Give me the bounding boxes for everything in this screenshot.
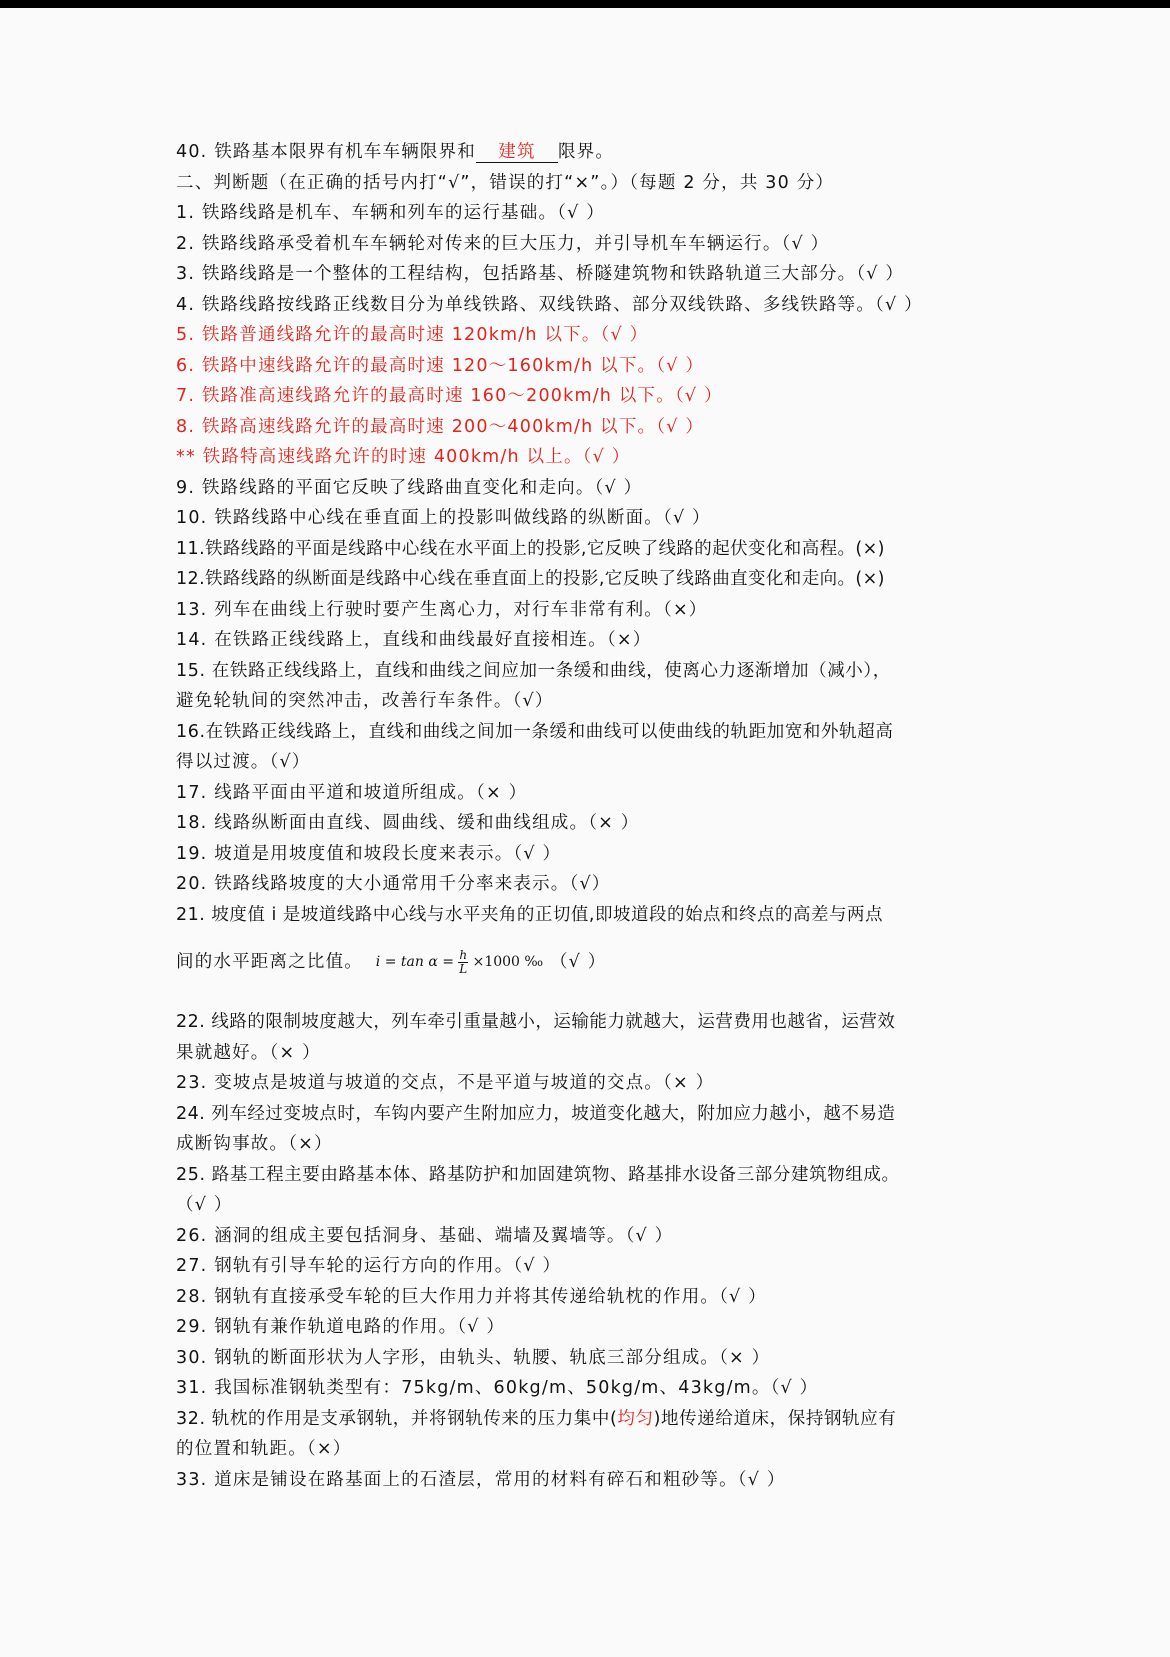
list-item: 19. 坡道是用坡度值和坡段长度来表示。（√ ） [176, 843, 562, 864]
formula-right: ×1000 ‰ [472, 954, 544, 970]
list-item: 得以过渡。（√） [176, 752, 311, 772]
list-item: 3. 铁路线路是一个整体的工程结构，包括路基、桥隧建筑物和铁路轨道三大部分。（√ ） [176, 264, 905, 284]
list-item: 避免轮轨间的突然冲击，改善行车条件。（√） [176, 691, 554, 711]
list-item-highlighted: 7. 铁路准高速线路允许的最高时速 160～200km/h 以下。（√ ） [176, 386, 723, 406]
list-item: 29. 钢轨有兼作轨道电路的作用。（√ ） [176, 1317, 506, 1337]
list-item: 33. 道床是铺设在路基面上的石渣层，常用的材料有碎石和粗砂等。（√ ） [176, 1469, 786, 1490]
list-item: 9. 铁路线路的平面它反映了线路曲直变化和走向。（√ ） [176, 477, 643, 498]
list-item: 27. 钢轨有引导车轮的运行方向的作用。（√ ） [176, 1256, 562, 1276]
list-item: 成断钩事故。（×） [176, 1134, 333, 1154]
q32-before: 32. 轨枕的作用是支承钢轨，并将钢轨传来的压力集中( [176, 1408, 618, 1429]
question-32 [176, 1407, 896, 1431]
list-item: 22. 线路的限制坡度越大，列车牵引重量越小，运输能力就越大，运营费用也越省，运营效 [176, 1012, 896, 1032]
q21-text: 间的水平距离之比值。 [176, 952, 363, 972]
q32-after: )地传递给道床，保持钢轨应有 [653, 1408, 897, 1429]
list-item: 4. 铁路线路按线路正线数目分为单线铁路、双线铁路、部分双线铁路、多线铁路等。（√ ） [176, 294, 923, 315]
list-item: 12.铁路线路的纵断面是线路中心线在垂直面上的投影,它反映了线路曲直变化和走向。(×) [176, 569, 885, 589]
list-item: 11.铁路线路的平面是线路中心线在水平面上的投影,它反映了线路的起伏变化和高程。(×) [176, 538, 885, 559]
list-item: 28. 钢轨有直接承受车轮的巨大作用力并将其传递给轨枕的作用。（√ ） [176, 1286, 767, 1307]
list-item: 23. 变坡点是坡道与坡道的交点，不是平道与坡道的交点。（× ） [176, 1073, 715, 1093]
q40-blank-answer: 建筑 [498, 142, 536, 162]
q40-blank [476, 142, 558, 163]
list-item: 果就越好。（× ） [176, 1042, 321, 1063]
list-item: 的位置和轨距。（×） [176, 1439, 352, 1459]
question-40 [176, 140, 614, 164]
question-21-continued [176, 945, 606, 979]
q21-mark: （√ ） [549, 952, 607, 972]
list-item: 24. 列车经过变坡点时，车钩内要产生附加应力，坡道变化越大，附加应力越小，越不易造 [176, 1103, 896, 1124]
q32-red-answer: 均匀 [617, 1408, 654, 1429]
list-item: 31. 我国标准钢轨类型有：75kg/m、60kg/m、50kg/m、43kg/m。（√ ） [176, 1378, 819, 1398]
list-item: 1. 铁路线路是机车、车辆和列车的运行基础。（√ ） [176, 203, 605, 223]
slope-formula [376, 945, 543, 979]
q40-before: 40. 铁路基本限界有机车车辆限界和 [176, 142, 476, 162]
list-item-highlighted: 5. 铁路普通线路允许的最高时速 120km/h 以下。（√ ） [176, 325, 649, 345]
list-item: 26. 涵洞的组成主要包括洞身、基础、端墙及翼墙等。（√ ） [176, 1225, 674, 1246]
formula-left: i = tan α = [375, 954, 454, 970]
list-item-highlighted: ** 铁路特高速线路允许的时速 400km/h 以上。（√ ） [176, 447, 631, 467]
list-item: 25. 路基工程主要由路基本体、路基防护和加固建筑物、路基排水设备三部分建筑物组成。 [176, 1164, 900, 1185]
formula-fraction [458, 949, 468, 976]
list-item: 10. 铁路线路中心线在垂直面上的投影叫做线路的纵断面。（√ ） [176, 508, 711, 528]
list-item: 21. 坡度值 i 是坡道线路中心线与水平夹角的正切值,即坡道段的始点和终点的高差与两点 [176, 904, 883, 925]
list-item: 2. 铁路线路承受着机车车辆轮对传来的巨大压力，并引导机车车辆运行。（√ ） [176, 233, 830, 254]
list-item-highlighted: 6. 铁路中速线路允许的最高时速 120～160km/h 以下。（√ ） [176, 355, 705, 376]
list-item-highlighted: 8. 铁路高速线路允许的最高时速 200～400km/h 以下。（√ ） [176, 416, 705, 437]
fraction-numerator: h [459, 947, 468, 962]
q40-after: 限界。 [558, 142, 615, 162]
list-item: 15. 在铁路正线线路上，直线和曲线之间应加一条缓和曲线，使离心力逐渐增加（减小）， [176, 660, 891, 681]
fraction-denominator: L [459, 961, 468, 976]
section-title: 二、判断题（在正确的括号内打“√”，错误的打“×”。）（每题 2 分，共 30 分） [176, 172, 835, 193]
list-item: 30. 钢轨的断面形状为人字形，由轨头、轨腰、轨底三部分组成。（× ） [176, 1347, 771, 1368]
list-item: 18. 线路纵断面由直线、圆曲线、缓和曲线组成。（× ） [176, 813, 640, 833]
list-item: （√ ） [176, 1195, 233, 1215]
list-item: 14. 在铁路正线线路上，直线和曲线最好直接相连。（×） [176, 630, 652, 650]
list-item: 17. 线路平面由平道和坡道所组成。（× ） [176, 782, 528, 803]
list-item: 13. 列车在曲线上行驶时要产生离心力，对行车非常有利。（×） [176, 599, 708, 620]
top-black-bar [0, 0, 1170, 8]
list-item: 20. 铁路线路坡度的大小通常用千分率来表示。（√） [176, 874, 611, 894]
list-item: 16.在铁路正线线路上，直线和曲线之间加一条缓和曲线可以使曲线的轨距加宽和外轨超高 [176, 721, 894, 742]
